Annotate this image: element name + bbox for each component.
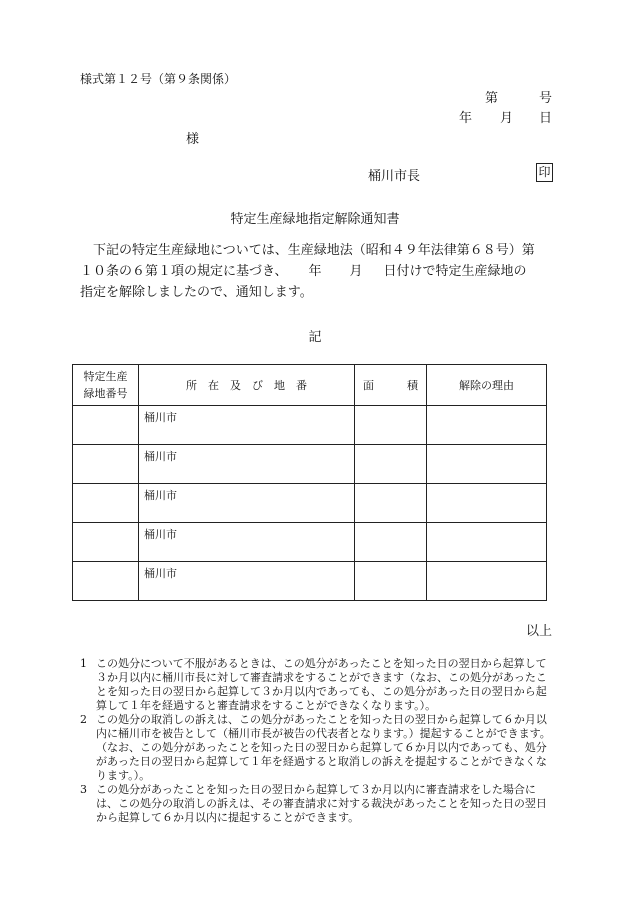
note-text: この処分があったことを知った日の翌日から起算して３か月以内に審査請求をした場合には、この処分の取消しの訴えは、その審査請求に対する裁決があったことを知った日の翌日から起算して６か月以内に提起することができます。 [96, 783, 547, 824]
cell-reason [427, 484, 547, 523]
note-number: 3 [80, 783, 87, 796]
seal-mark: 印 [536, 163, 553, 182]
note-number: 2 [80, 713, 87, 726]
cell-number [73, 523, 139, 562]
body-line-2-month: 月 [349, 264, 363, 279]
sender-name: 桶川市長 [368, 169, 421, 184]
cell-number [73, 445, 139, 484]
cell-location: 桶川市 [139, 562, 355, 601]
cell-reason [427, 562, 547, 601]
cell-location: 桶川市 [139, 484, 355, 523]
table-row [73, 445, 547, 484]
body-line-3: 指定を解除しましたので、通知します。 [80, 285, 313, 300]
closing-mark: 以上 [526, 624, 553, 639]
note-item [80, 657, 552, 713]
cell-location: 桶川市 [139, 523, 355, 562]
notes-section [80, 657, 552, 825]
note-number: 1 [80, 657, 87, 670]
body-line-2-start: １０条の６第１項の規定に基づき、 [80, 264, 288, 279]
cell-number [73, 562, 139, 601]
header-area: 面 積 [355, 365, 427, 406]
header-reason: 解除の理由 [427, 365, 547, 406]
header-green-area-number: 特定生産 緑地番号 [73, 365, 139, 406]
form-number: 様式第１２号（第９条関係） [80, 72, 237, 86]
cell-area [355, 406, 427, 445]
body-line-2 [80, 261, 555, 282]
document-number-suffix: 号 [539, 91, 553, 106]
cell-location: 桶川市 [139, 406, 355, 445]
note-item [80, 713, 552, 783]
table-row [73, 562, 547, 601]
cell-reason [427, 406, 547, 445]
body-line-2-end: 日付けで特定生産緑地の [383, 264, 527, 279]
note-text: この処分について不服があるときは、この処分があったことを知った日の翌日から起算して３か月以内に桶川市長に対して審査請求をすることができます（なお、この処分があったことを知った日の翌日から起算して３か月以内であっても、この処分があった日の翌日から起算して１年を経過すると審査請求をすることができなくなります。）。 [96, 657, 547, 712]
cell-area [355, 523, 427, 562]
cell-area [355, 562, 427, 601]
document-title: 特定生産緑地指定解除通知書 [230, 212, 400, 227]
date-month-label: 月 [500, 111, 514, 126]
cell-number [73, 484, 139, 523]
note-text: この処分の取消しの訴えは、この処分があったことを知った日の翌日から起算して６か月以内に桶川市を被告として（桶川市長が被告の代表者となります。）提起することができます。（なお、この処分があったことを知った日の翌日から起算して６か月以内であっても、処分があった日の翌日から起算して１年を経過すると取消しの訴えを提起することができなくなります。）。 [96, 713, 551, 782]
table-row [73, 406, 547, 445]
date-day-label: 日 [539, 111, 553, 126]
cell-reason [427, 445, 547, 484]
body-line-1: 下記の特定生産緑地については、生産緑地法（昭和４９年法律第６８号）第 [93, 243, 535, 258]
cell-area [355, 445, 427, 484]
cell-reason [427, 523, 547, 562]
cell-location: 桶川市 [139, 445, 355, 484]
table-header-row [73, 365, 547, 406]
table-row [73, 523, 547, 562]
header-location: 所 在 及 び 地 番 [139, 365, 355, 406]
document-number-label: 第 [485, 91, 499, 106]
table-row [73, 484, 547, 523]
cell-area [355, 484, 427, 523]
parcel-table [72, 364, 547, 601]
cell-number [73, 406, 139, 445]
date-year-label: 年 [459, 111, 473, 126]
body-line-2-year: 年 [308, 264, 322, 279]
note-item [80, 783, 552, 825]
ki-heading: 記 [308, 330, 322, 345]
addressee-honorific: 様 [186, 132, 200, 147]
